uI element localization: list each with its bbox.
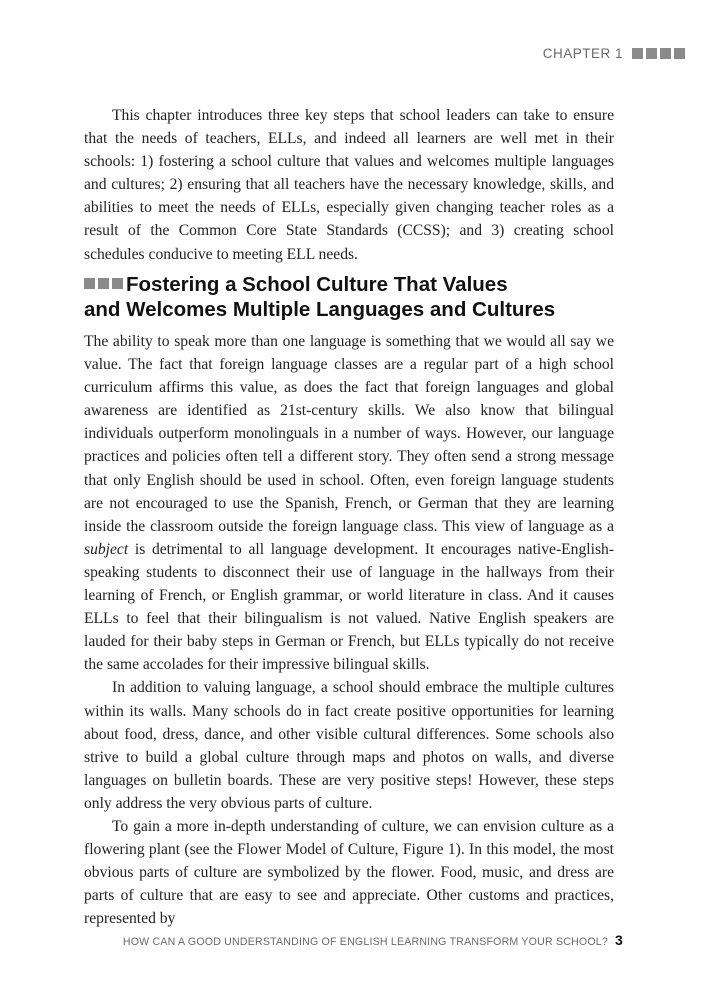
section-heading <box>84 272 644 322</box>
emphasis-subject: subject <box>84 540 129 558</box>
running-head <box>543 46 685 61</box>
chapter-squares-ornament <box>629 48 685 59</box>
heading-square-ornament <box>112 278 123 289</box>
heading-square-ornament <box>98 278 109 289</box>
page-footer <box>123 932 623 948</box>
body-paragraph-1 <box>84 330 614 676</box>
heading-line-2: and Welcomes Multiple Languages and Cultures <box>84 298 556 321</box>
square-ornament <box>660 48 671 59</box>
square-ornament <box>646 48 657 59</box>
chapter-label: CHAPTER 1 <box>542 46 623 61</box>
paragraph-text: The ability to speak more than one language is something that we would all say we value. The fact that foreign language classes are a regular part of a high school curriculum affirms this value, as does the fact that foreign languages and global awareness are identified as 21st-century skills. We also know that bilingual individuals outperform monolinguals in a number of ways. However, our language practices and policies often tell a different story. They often send a strong message that only English should be used in school. Often, even foreign language students are not encouraged to use the Spanish, French, or German that they are learning inside the classroom outside the foreign language class. This view of language as a <box>84 333 614 535</box>
square-ornament <box>632 48 643 59</box>
paragraph-text: is detrimental to all language development. It encourages native-English-speaking students to disconnect their use of language in the hallways from their learning of French, or English grammar, or world literature in class. And it causes ELLs to feel that their bilingualism is not valued. Native English speakers are lauded for their baby steps in German or French, but ELLs typically do not receive the same accolades for their impressive bilingual skills. <box>84 540 614 674</box>
section-body <box>84 330 614 930</box>
heading-line-1: Fostering a School Culture That Values <box>126 273 508 296</box>
square-ornament <box>674 48 685 59</box>
body-paragraph-2: In addition to valuing language, a school should embrace the multiple cultures within its walls. Many schools do in fact create positive opportunities for learning about food, dress, dance, and other visible cultural differences. Some schools also strive to build a global culture through maps and photos on walls, and diverse languages on bulletin boards. These are very positive steps! However, these steps only address the very obvious parts of culture. <box>84 679 614 812</box>
footer-running-title: HOW CAN A GOOD UNDERSTANDING OF ENGLISH LEARNING TRANSFORM YOUR SCHOOL? <box>122 936 608 948</box>
intro-section <box>84 104 614 266</box>
body-paragraph-3: To gain a more in-depth understanding of culture, we can envision culture as a flowering plant (see the Flower Model of Culture, Figure 1). In this model, the most obvious parts of culture are symbolized by the flower. Food, music, and dress are parts of culture that are easy to see and appreciate. Other customs and practices, represented by <box>84 817 614 928</box>
page-number: 3 <box>615 932 623 948</box>
heading-square-ornament <box>84 278 95 289</box>
intro-paragraph: This chapter introduces three key steps that school leaders can take to ensure that the needs of teachers, ELLs, and indeed all learners are well met in their schools: 1) fostering a school culture that values and welcomes multiple languages and cultures; 2) ensuring that all teachers have the necessary knowledge, skills, and abilities to meet the needs of ELLs, especially given changing teacher roles as a result of the Common Core State Standards (CCSS); and 3) creating school schedules conducive to meeting ELL needs. <box>84 107 614 263</box>
